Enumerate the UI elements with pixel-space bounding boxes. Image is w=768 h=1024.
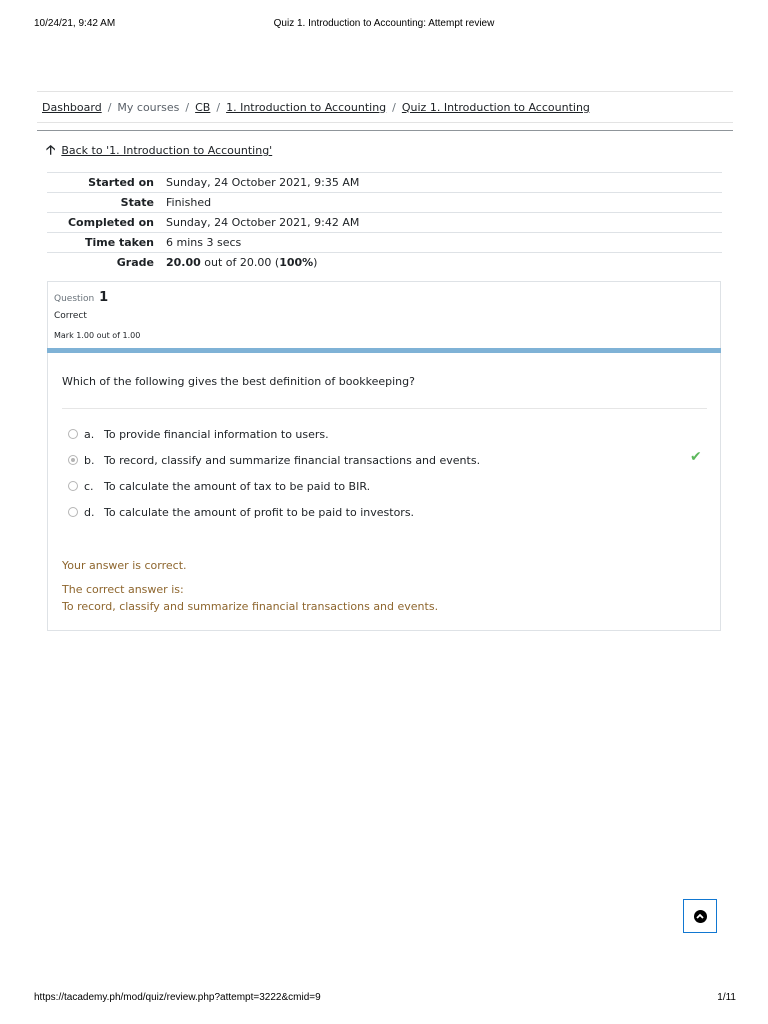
question-content [47,353,721,631]
radio-button[interactable] [68,429,78,439]
summary-row-time-taken [47,233,722,253]
answer-letter: b. [84,453,95,467]
breadcrumb-separator: / [216,100,221,114]
summary-row-completed [47,213,722,233]
breadcrumb [37,91,733,123]
back-to-top-button[interactable] [683,899,717,933]
answer-text: To calculate the amount of tax to be paid to BIR. [104,479,371,493]
feedback-right-answer-label: The correct answer is: [62,583,184,596]
summary-row-grade [47,253,722,273]
print-page-title: Quiz 1. Introduction to Accounting: Attempt review [273,18,495,29]
summary-value: Sunday, 24 October 2021, 9:42 AM [166,216,360,229]
summary-label: Completed on [67,216,154,229]
summary-label: Time taken [84,236,154,249]
print-header [0,18,768,32]
question-divider [62,408,707,409]
answer-option-d[interactable] [68,504,414,520]
radio-button[interactable] [68,507,78,517]
print-page-number: 1/11 [717,992,736,1003]
question-mark: Mark 1.00 out of 1.00 [54,331,141,340]
chevron-up-icon [694,910,707,923]
breadcrumb-separator: / [185,100,190,114]
answer-option-a[interactable] [68,426,329,442]
breadcrumb-section[interactable]: 1. Introduction to Accounting [226,100,387,114]
breadcrumb-my-courses: My courses [117,100,180,114]
summary-value: Finished [166,196,212,209]
breadcrumb-separator: / [107,100,112,114]
answer-letter: a. [84,427,95,441]
summary-label: Grade [116,256,154,269]
breadcrumb-dashboard[interactable]: Dashboard [42,100,102,114]
question-text: Which of the following gives the best definition of bookkeeping? [62,375,415,388]
correct-check-icon: ✔ [690,449,702,465]
answer-option-b[interactable] [68,452,480,468]
answer-letter: c. [84,479,94,493]
print-footer [0,992,768,1006]
summary-label: State [120,196,154,209]
question-number: 1 [99,290,109,305]
attempt-summary-table [47,172,722,272]
answer-option-c[interactable] [68,478,370,494]
answer-text: To calculate the amount of profit to be paid to investors. [104,505,415,519]
radio-button-selected[interactable] [68,455,78,465]
arrow-up-icon: 🡡 [46,142,56,158]
radio-button[interactable] [68,481,78,491]
answer-text: To record, classify and summarize financial transactions and events. [104,453,481,467]
grade-middle: out of 20.00 ( [200,256,280,269]
feedback-right-answer: To record, classify and summarize financial transactions and events. [62,600,439,613]
print-url: https://tacademy.ph/mod/quiz/review.php?attempt=3222&cmid=9 [34,992,321,1003]
breadcrumb-quiz[interactable]: Quiz 1. Introduction to Accounting [401,100,590,114]
answer-text: To provide financial information to users. [104,427,329,441]
back-link-label[interactable]: Back to '1. Introduction to Accounting' [61,144,273,157]
breadcrumb-separator: / [392,100,396,114]
summary-row-started [47,173,722,193]
chevron-up-glyph [696,913,704,919]
summary-value: 6 mins 3 secs [166,236,242,249]
question-label [54,290,108,305]
back-link[interactable] [46,144,272,157]
breadcrumb-course[interactable]: CB [195,100,211,114]
grade-end: ) [313,256,318,269]
summary-value [160,253,722,273]
print-datetime: 10/24/21, 9:42 AM [34,18,116,29]
question-info [47,281,721,348]
feedback-result: Your answer is correct. [62,559,187,572]
grade-percent: 100% [279,256,314,269]
answer-letter: d. [84,505,95,519]
header-divider [37,130,733,131]
summary-label: Started on [88,176,154,189]
question-label-text: Question [54,294,95,304]
summary-row-state [47,193,722,213]
grade-score: 20.00 [166,256,201,269]
summary-value: Sunday, 24 October 2021, 9:35 AM [166,176,360,189]
question-state: Correct [54,311,87,321]
